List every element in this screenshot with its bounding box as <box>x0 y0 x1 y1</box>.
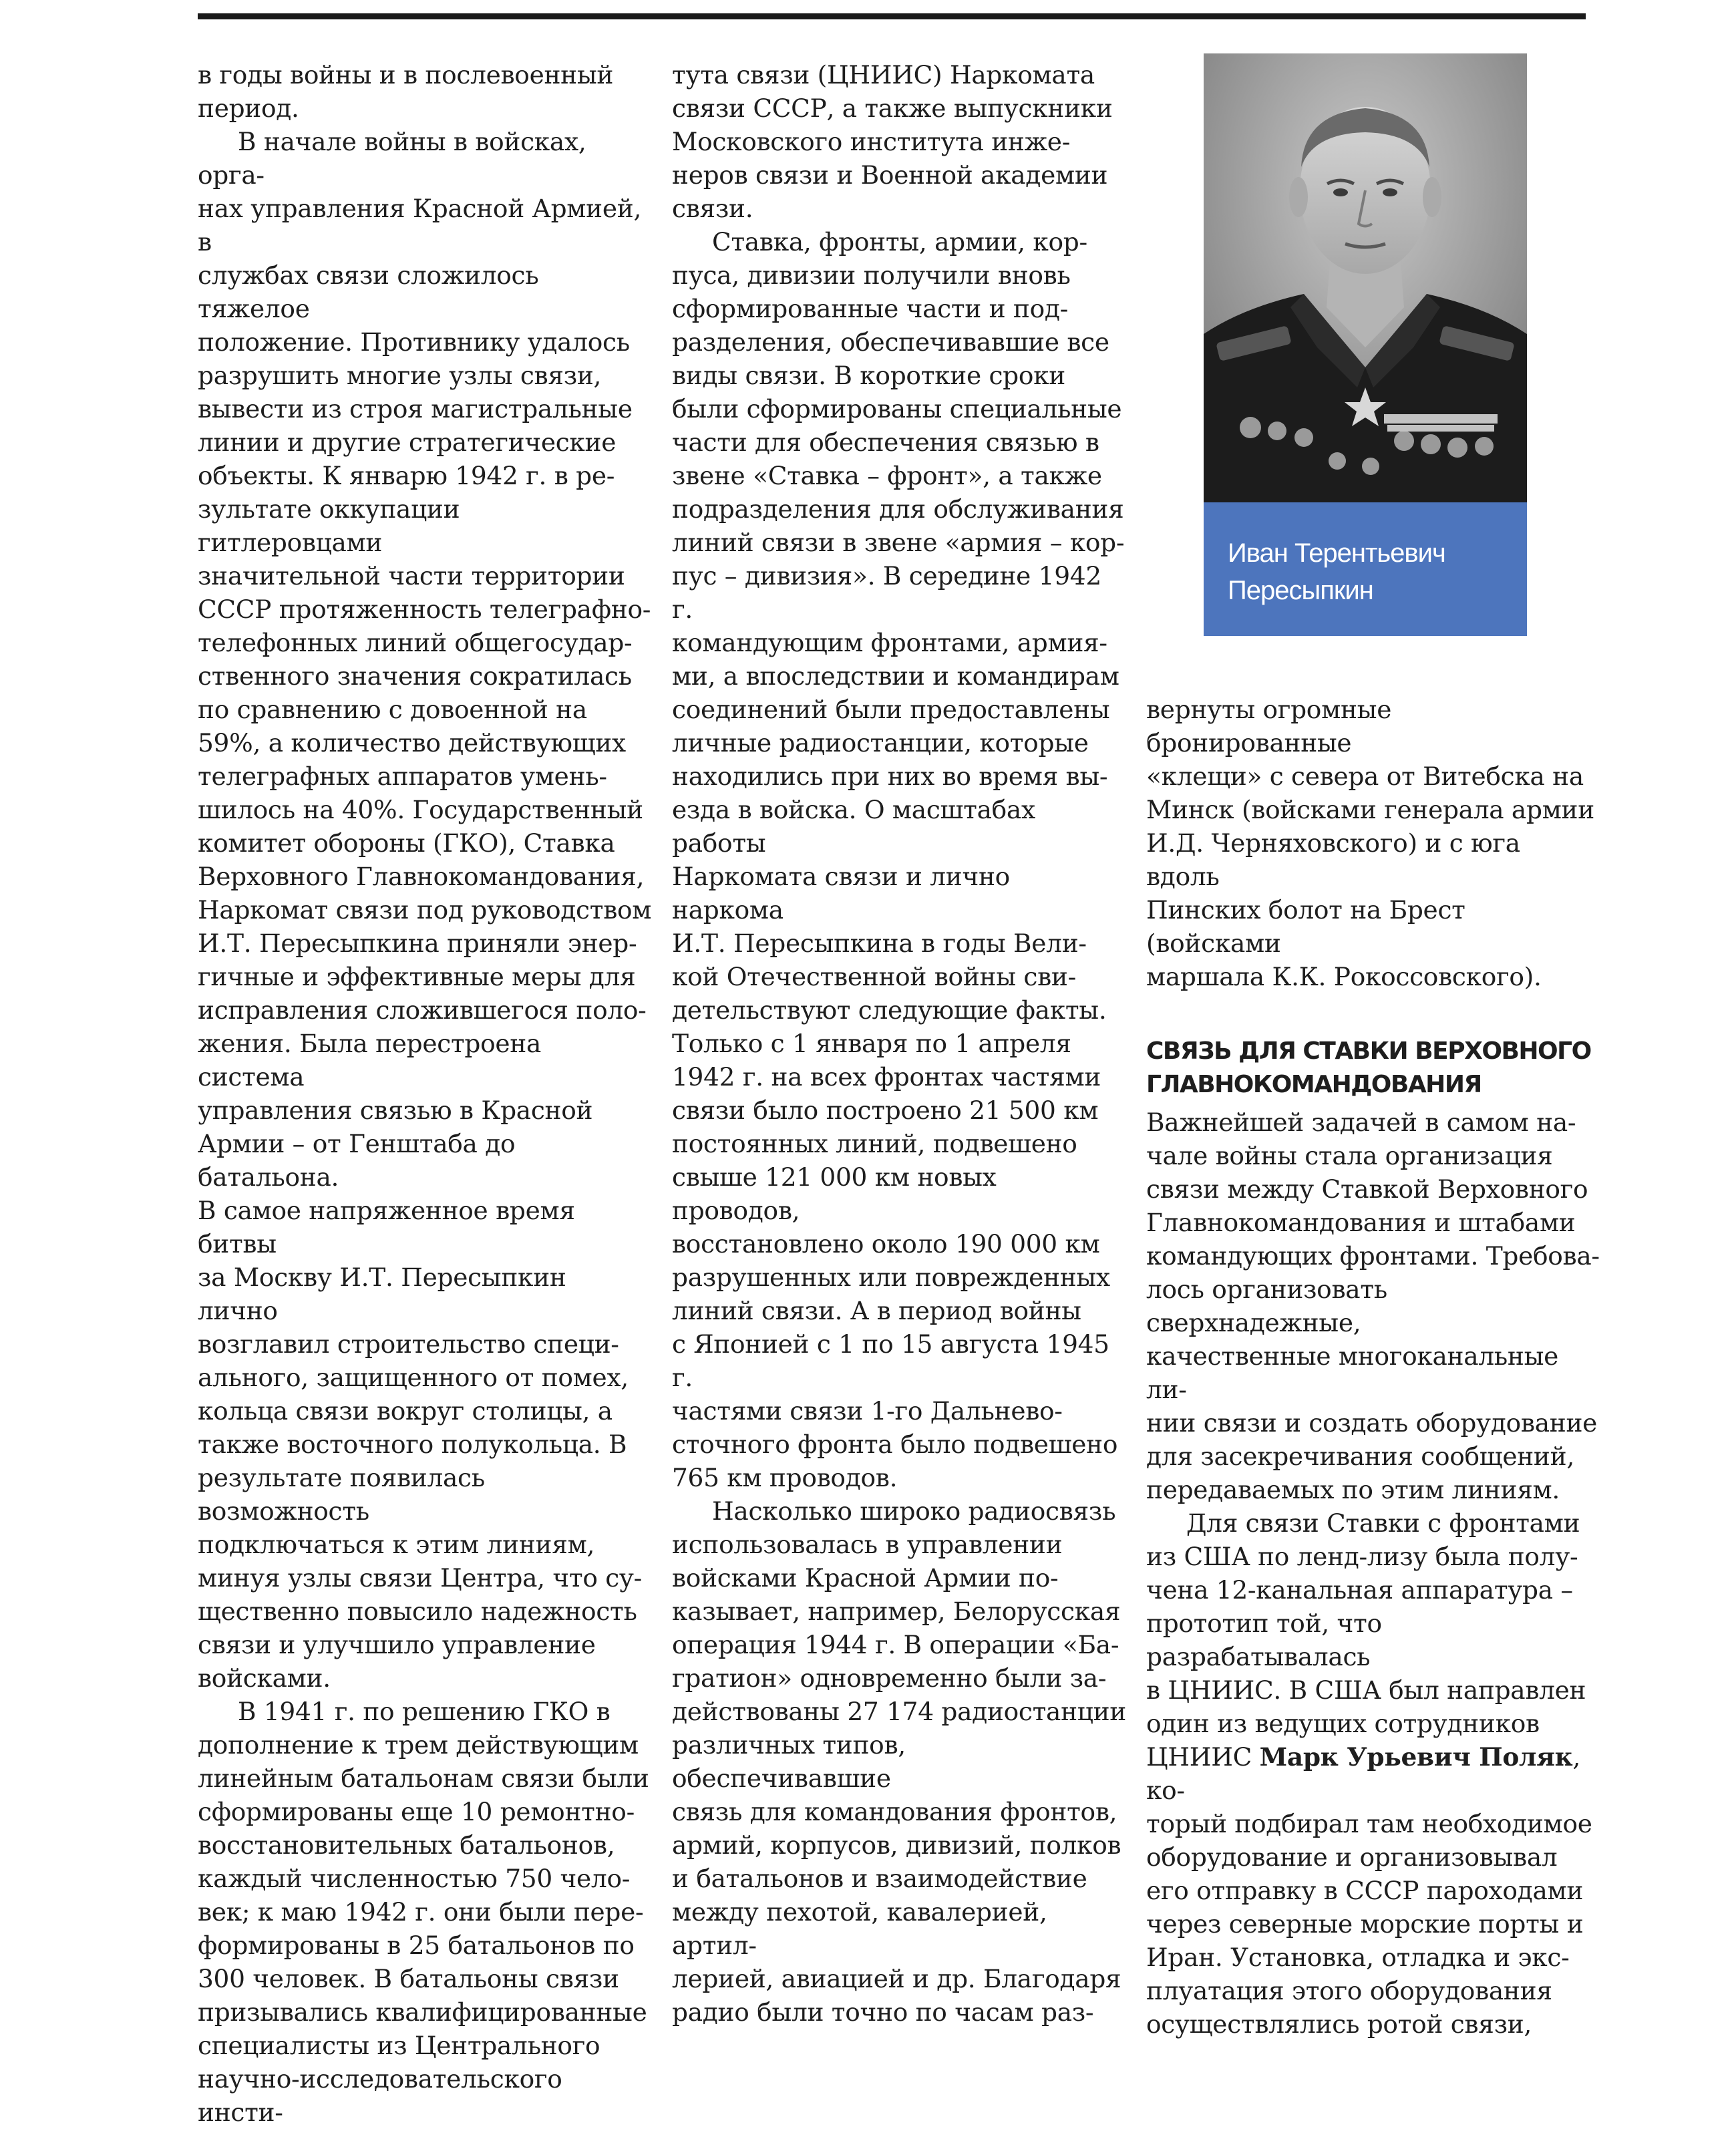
paragraph-text: Для связи Ставки с фронтами из США по ленд-лизу была полу- чена 12-канальная аппаратура – прототип той, что разрабатывалась в ЦНИИС. В США был направлен один из ведущих сотрудников ЦНИИС <box>1146 1508 1586 1772</box>
paragraph: вернуты огромные бронированные «клещи» с севера от Витебска на Минск (войсками генерала армии И.Д. Черняховского) и с юга вдоль Пинских болот на Брест (войсками маршала К.К. Рокоссовского). <box>1146 695 1594 991</box>
text-column-3 <box>1146 693 1600 2041</box>
top-rule <box>198 13 1586 19</box>
paragraph: Ставка, фронты, армии, кор- пуса, дивизии получили вновь сформированные части и под- разделения, обеспечивавшие все виды связи. В короткие сроки были сформированы специальные части для обеспечения связью в звене «Ставка – фронт», а также подразделения для обслуживания линий связи в звене «армия – кор- пус – дивизия». В середине 1942 г. командующим фронтами, армия- ми, а впоследствии и командирам соединений были предоставлены личные радиостанции, которые находились при них во время вы- езда в войска. О масштабах работы Наркомата связи и лично наркома И.Т. Пересыпкина в годы Вели- кой Отечественной войны сви- детельствуют следующие факты. Только с 1 января по 1 апреля 1942 г. на всех фронтах частями связи было построено 21 500 км постоянных линий, подвешено свыше 121 000 км новых проводов, восстановлено около 190 000 км разрушенных или поврежденных линий связи. А в период войны с Японией с 1 по 15 августа 1945 г. частями связи 1-го Дальнево- сточного фронта было подвешено 765 км проводов. <box>672 227 1125 1492</box>
portrait-figure <box>1204 53 1527 636</box>
paragraph: Насколько широко радиосвязь использовалась в управлении войсками Красной Армии по- казывает, например, Белорусская операция 1944 г. В операции «Ба- гратион» одновременно были за- действованы 27 174 радиостанции различных типов, обеспечивавшие связь для командования фронтов, армий, корпусов, дивизий, полков и батальонов и взаимодействие между пехотой, кавалерией, артил- лерией, авиацией и др. Благодаря радио были точно по часам раз- <box>672 1496 1127 2027</box>
paragraph: тута связи (ЦНИИС) Наркомата связи СССР, а также выпускники Московского института инже- неров связи и Военной академии связи. <box>672 60 1113 223</box>
paragraph: В 1941 г. по решению ГКО в дополнение к трем действующим линейным батальонам связи были сформированы еще 10 ремонтно- восстановительных батальонов, каждый численностью 750 чело- век; к маю 1942 г. они были пере- формированы в 25 батальонов по 300 человек. В батальоны связи призывались квалифицированные специалисты из Центрального научно-исследовательского инсти- <box>198 1697 649 2127</box>
portrait-photo <box>1204 53 1527 502</box>
paragraph-text: , ко- торый подбирал там необходимое оборудование и организовывал его отправку в СССР пароходами через северные морские порты и Иран. Установка, отладка и экс- плуатация этого оборудования осуществлялись ротой связи, <box>1146 1742 1592 2039</box>
text-column-1 <box>198 58 652 2129</box>
person-name: Марк Урьевич Поляк <box>1259 1742 1573 1772</box>
portrait-caption: Иван Терентьевич Пересыпкин <box>1204 502 1527 636</box>
paragraph: Важнейшей задачей в самом на- чале войны стала организация связи между Ставкой Верховного Главнокомандования и штабами командующих фронтами. Требова- лось организовать сверхнадежные, качественные многоканальные ли- нии связи и создать оборудование для засекречивания сообщений, передаваемых по этим линиям. <box>1146 1108 1600 1504</box>
text-column-2 <box>672 58 1126 2029</box>
paragraph: В начале войны в войсках, орга- нах управления Красной Армией, в службах связи сложилось тяжелое положение. Противнику удалось разрушить многие узлы связи, вывести из строя магистральные линии и другие стратегические объекты. К январю 1942 г. в ре- зультате оккупации гитлеровцами значительной части территории СССР протяженность телеграфно- телефонных линий общегосудар- ственного значения сократилась по сравнению с довоенной на 59%, а количество действующих телеграфных аппаратов умень- шилось на 40%. Государственный комитет обороны (ГКО), Ставка Верховного Главнокомандования, Наркомат связи под руководством И.Т. Пересыпкина приняли энер- гичные и эффективные меры для исправления сложившегося поло- жения. Была перестроена система управления связью в Красной Армии – от Генштаба до батальона. В самое напряженное время битвы за Москву И.Т. Пересыпкин лично возглавил строительство специ- ального, защищенного от помех, кольца связи вокруг столицы, а также восточного полукольца. В результате появилась возможность подключаться к этим линиям, минуя узлы связи Центра, что су- щественно повысило надежность связи и улучшило управление войсками. <box>198 127 652 1693</box>
paragraph <box>1146 1506 1600 2041</box>
section-heading: СВЯЗЬ ДЛЯ СТАВКИ ВЕРХОВНОГО ГЛАВНОКОМАНДОВАНИЯ <box>1146 1037 1591 1098</box>
paragraph: в годы войны и в послевоенный период. <box>198 60 614 123</box>
portrait-illustration <box>1204 53 1527 502</box>
